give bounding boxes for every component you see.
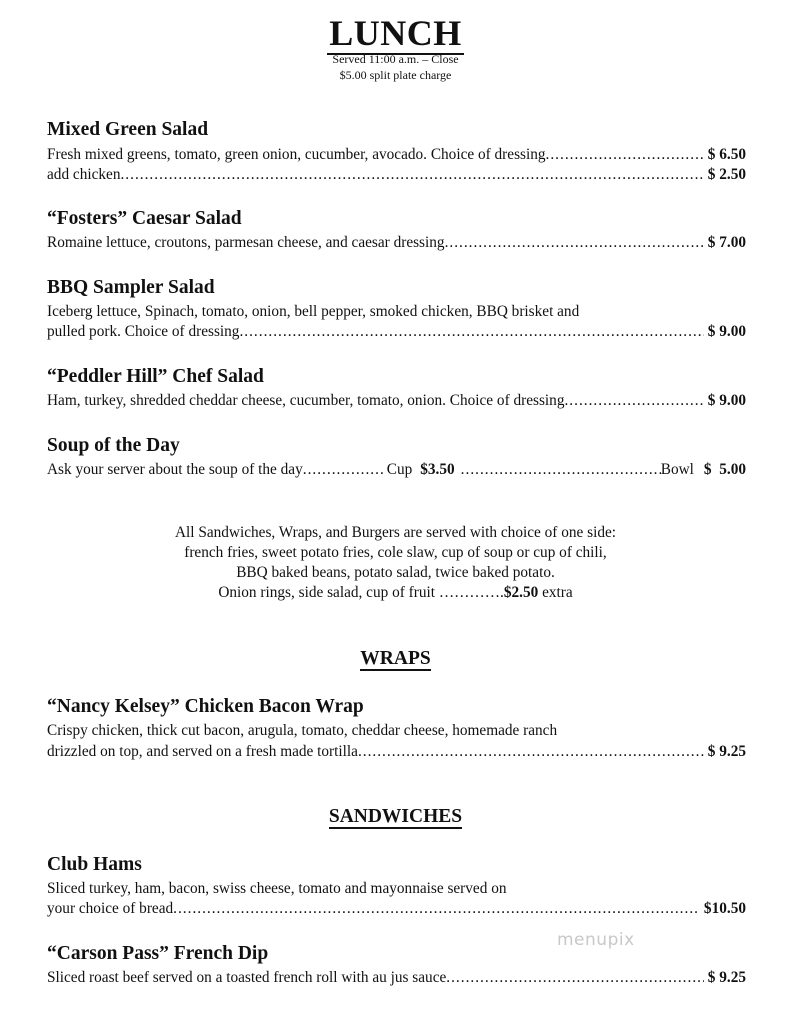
- item-mixed-green-salad-name: Mixed Green Salad: [47, 119, 209, 140]
- sides-note: All Sandwiches, Wraps, and Burgers are served with choice of one side: french fries, sweet potato fries, cole slaw, cup of soup or cup of chili, BBQ baked beans, potato salad, twice baked potato. Onion rings, side salad, cup of fruit ………….$2.50 extra: [174, 524, 617, 601]
- item-club-hams-line-1: Sliced turkey, ham, bacon, swiss cheese, tomato and mayonnaise served on: [47, 880, 507, 897]
- wraps-heading: WRAPS: [360, 648, 431, 669]
- item-mixed-green-salad-line: Fresh mixed greens, tomato, green onion, cucumber, avocado. Choice of dressing ..... $ 6.50: [47, 145, 746, 165]
- split-plate-charge: $5.00 split plate charge: [339, 68, 452, 82]
- item-price: $ 6.50: [707, 146, 746, 163]
- item-soup-name: Soup of the Day: [47, 435, 180, 456]
- bowl-label: Bowl: [660, 461, 694, 478]
- item-price: $ 9.25: [707, 969, 746, 986]
- item-nancy-kelsey-name: “Nancy Kelsey” Chicken Bacon Wrap: [47, 696, 364, 717]
- item-nancy-kelsey-line-1: Crispy chicken, thick cut bacon, arugula, tomato, cheddar cheese, homemade ranch: [47, 722, 558, 739]
- item-price: $ 9.25: [707, 743, 746, 760]
- item-bbq-sampler-name: BBQ Sampler Salad: [47, 277, 215, 298]
- item-price: $ 2.50: [707, 166, 746, 183]
- cup-label: Cup: [386, 461, 413, 478]
- item-nancy-kelsey-line-2: drizzled on top, and served on a fresh made tortilla ..... $ 9.25: [47, 742, 746, 762]
- item-carson-pass-line: Sliced roast beef served on a toasted french roll with au jus sauce ..... $ 9.25: [47, 968, 746, 988]
- sandwiches-heading: SANDWICHES: [328, 806, 463, 827]
- item-club-hams-name: Club Hams: [47, 854, 142, 875]
- item-fosters-caesar-line: Romaine lettuce, croutons, parmesan cheese, and caesar dressing ..... $ 7.00: [47, 233, 746, 253]
- item-soup-line: Ask your server about the soup of the day ..... Cup $3.50 ..... Bowl $ 5.00: [47, 460, 746, 480]
- item-bbq-sampler-line-2: pulled pork. Choice of dressing ..... $ 9.00: [47, 322, 746, 342]
- item-club-hams-line-2: your choice of bread ..... $10.50: [47, 899, 746, 919]
- cup-price: $3.50: [420, 461, 455, 478]
- menupix-watermark: menupix: [557, 930, 635, 950]
- item-bbq-sampler-line-1: Iceberg lettuce, Spinach, tomato, onion, bell pepper, smoked chicken, BBQ brisket and: [47, 303, 580, 320]
- item-add-chicken-line: add chicken ..... $ 2.50: [47, 165, 746, 185]
- item-price: $ 9.00: [707, 392, 746, 409]
- bowl-price: $ 5.00: [703, 461, 746, 478]
- item-peddler-hill-line: Ham, turkey, shredded cheddar cheese, cucumber, tomato, onion. Choice of dressing ..... $ 9.00: [47, 391, 746, 411]
- item-peddler-hill-name: “Peddler Hill” Chef Salad: [47, 366, 264, 387]
- item-price: $ 9.00: [707, 323, 746, 340]
- item-price: $10.50: [703, 900, 746, 917]
- item-price: $ 7.00: [707, 234, 746, 251]
- menu-title: LUNCH: [329, 13, 462, 53]
- item-carson-pass-name: “Carson Pass” French Dip: [47, 943, 269, 964]
- served-hours: Served 11:00 a.m. – Close: [332, 52, 459, 66]
- item-fosters-caesar-name: “Fosters” Caesar Salad: [47, 208, 242, 229]
